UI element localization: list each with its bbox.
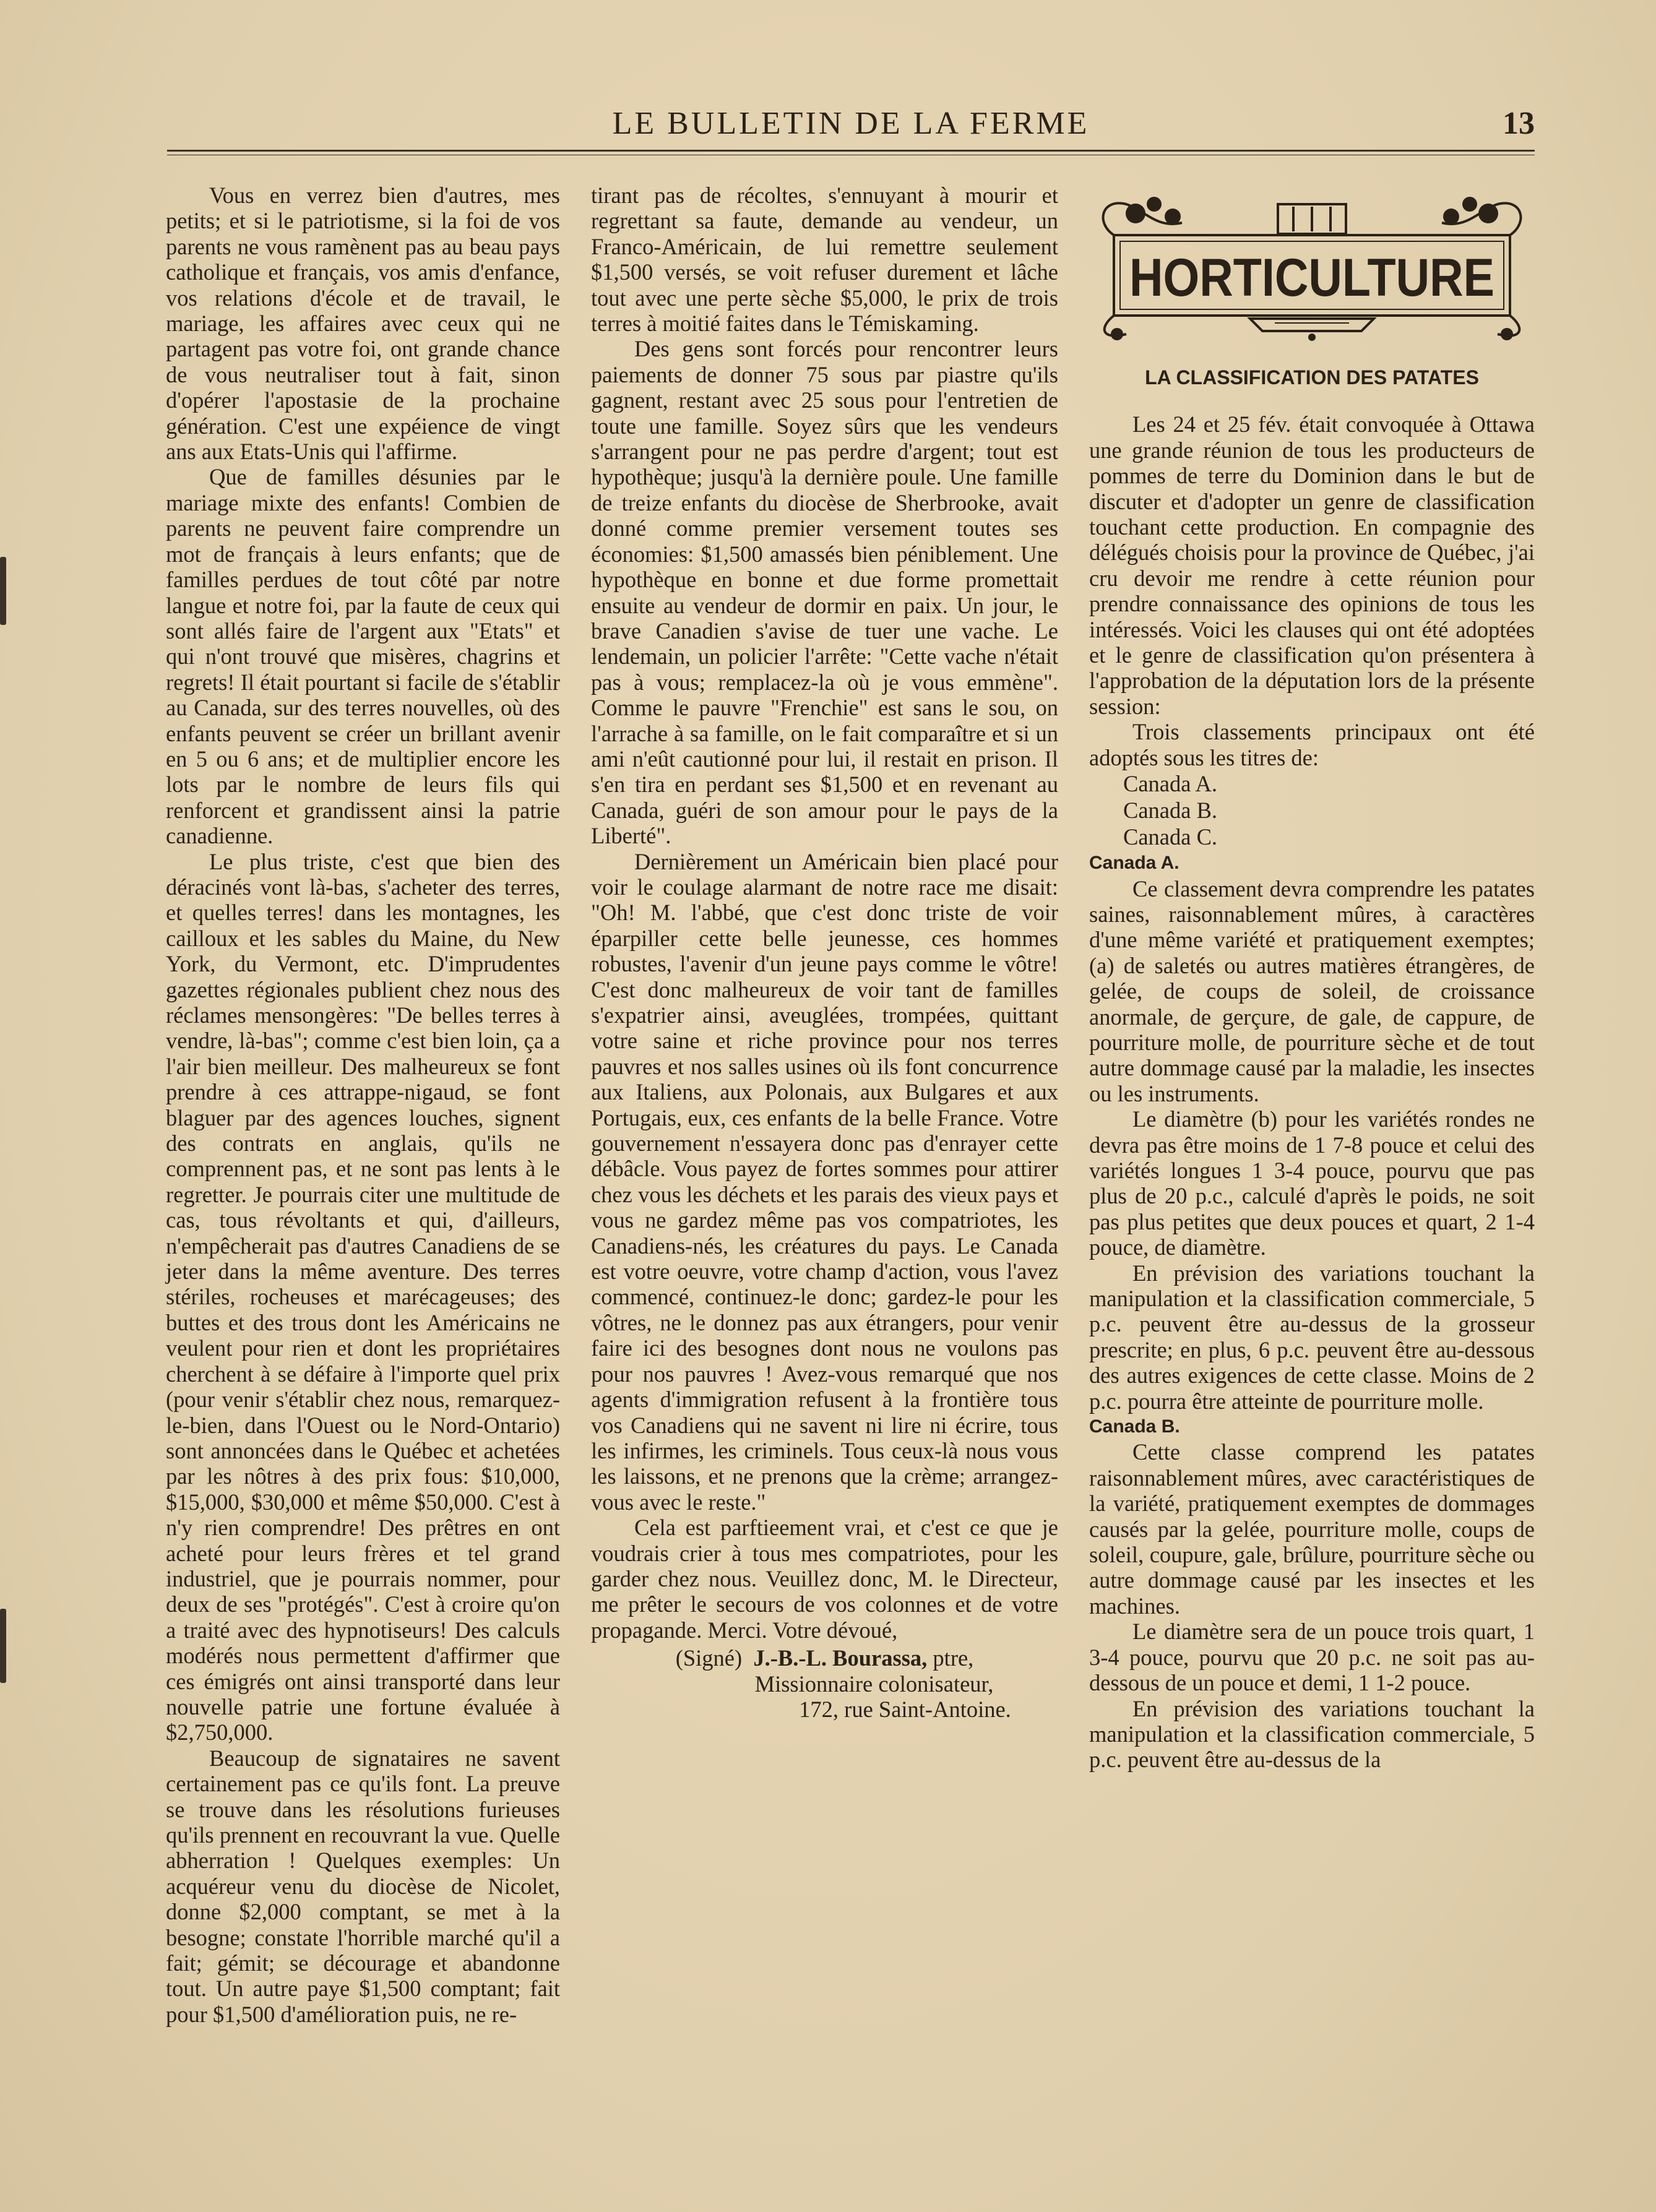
- paragraph: Ce classement devra comprendre les patates saines, raisonnablement mûres, à caractères d'une même variété et pratiquement exemptes; (a) de saletés ou autres matières étrangères, de gelée, de coups de soleil, de croissance anormale, de gerçure, de gale, de cappure, de pourriture molle, de pourriture sèche et de tout autre dommage causé par la maladie, les insectes ou les instruments.: [1089, 876, 1535, 1106]
- paragraph: En prévision des variations touchant la manipulation et la classification commerciale, 5 p.c. peuvent être au-dessus de la: [1089, 1695, 1535, 1773]
- signature-line: [591, 1645, 1058, 1671]
- class-list: [1123, 770, 1535, 850]
- page-header: [167, 105, 1535, 148]
- paragraph: Le plus triste, c'est que bien des déracinés vont là-bas, s'acheter des terres, et quelles terres! dans les montagnes, les cailloux et les sables du Maine, du New York, du Vermont, etc. D'imprudentes gazettes régionales publient chez nous des réclames mensongères: "De belles terres à vendre, là-bas"; comme c'est bien loin, ça a l'air bien meilleur. Des malheureux se font prendre à ces attrappe-nigaud, se font blaguer par des agences louches, signent des contrats en anglais, qu'ils ne comprennent pas, et ne sont pas lents à le regretter. Je pourrais citer une multitude de cas, tous révoltants et qui, d'ailleurs, n'empêcherait pas d'autres Canadiens de se jeter dans la même aventure. Des terres stériles, rocheuses et marécageuses; des buttes et des trous dont les Américains ne veulent pour rien et dont les propriétaires cherchent à se défaire à l'importe quel prix (pour venir s'établir chez nous, remarquez-le-bien, dans l'Ouest ou le Nord-Ontario) sont annoncées dans le Québec et achetées par les nôtres à des prix fous: $10,000, $15,000, $30,000 et même $50,000. C'est à n'y rien comprendre! Des prêtres en ont acheté pour leurs frères et tel grand industriel, que je pourrais nommer, pour deux de ses "protégés". C'est à croire qu'on a traité avec des hypnotiseurs! Des calculs modérés nous permettent d'affirmer que ces émigrés ont ainsi transporté dans leur nouvelle patrie une fortune évaluée à $2,750,000.: [166, 848, 560, 1745]
- masthead: LE BULLETIN DE LA FERME: [612, 106, 1090, 141]
- subheading-canada-b: Canada B.: [1089, 1416, 1180, 1437]
- section-title: LA CLASSIFICATION DES PATATES: [1145, 366, 1479, 389]
- class-list-item: Canada A.: [1123, 771, 1218, 797]
- signature-prefix: (Signé): [675, 1645, 743, 1671]
- paragraph: Vous en verrez bien d'autres, mes petits; et si le patriotisme, si la foi de vos parents ne vous ramènent pas au beau pays catholique et français, vos amis d'enfance, vos relations d'école et de travail, le mariage, les affaires avec ceux qui ne partagent pas votre foi, ont grande chance de vous neutraliser tout à fait, sinon d'opérer l'apostasie de la prochaine génération. C'est une expéience de vingt ans aux Etats-Unis qui l'affirme.: [166, 183, 560, 465]
- paragraph: Que de familles désunies par le mariage mixte des enfants! Combien de parents ne peuvent faire comprendre un mot de français à leurs enfants; que de familles perdues de tout côté par notre langue et notre foi, par la faute de ceux qui sont allés faire de l'argent aux "Etats" et qui n'ont trouvé que misères, chagrins et regrets! Il était pourtant si facile de s'établir au Canada, sur des terres nouvelles, où des enfants peuvent se créer un brillant avenir en 5 ou 6 ans; et de multiplier encore les lots par le nombre de leurs fils qui renforcent et grandissent ainsi la patrie canadienne.: [166, 464, 560, 849]
- signature-address: 172, rue Saint-Antoine.: [799, 1696, 1011, 1722]
- paragraph: Cette classe comprend les patates raisonnablement mûres, avec caractéristiques de la variété, pratiquement exemptes de dommages causés par la gelée, pourriture molle, coups de soleil, coupure, gale, brûlure, pourriture sèche ou autre dommage causé par les insectes et les machines.: [1089, 1439, 1535, 1619]
- paragraph: Le diamètre (b) pour les variétés rondes ne devra pas être moins de 1 7-8 pouce et celui des variétés longues 1 3-4 pouce, pourvu que pas plus de 20 p.c., calculé d'après le poids, ne soit pas plus petites que deux pouces et quart, 2 1-4 pouce, de diamètre.: [1089, 1106, 1535, 1260]
- class-list-item: Canada C.: [1123, 824, 1218, 850]
- ornamental-banner-icon: [1089, 186, 1535, 353]
- page-edge-mark: [0, 557, 6, 625]
- paragraph: Cela est parftieement vrai, et c'est ce que je voudrais crier à tous mes compatriotes, pour les garder chez nous. Veuillez donc, M. le Directeur, me prêter le secours de vos colonnes et de votre propagande. Merci. Votre dévoué,: [591, 1515, 1058, 1643]
- paragraph: Les 24 et 25 fév. était convoquée à Ottawa une grande réunion de tous les producteurs de pommes de terre du Dominion dans le but de discuter et d'adopter un genre de classification touchant cette production. En compagnie des délégués choisis pour la province de Québec, j'ai cru devoir me rendre à cette réunion pour prendre connaissance des opinions de tous les intéressés. Voici les clauses qui ont été adoptées et le genre de classification qu'on présentera à l'approbation de la députation lors de la présente session:: [1089, 411, 1535, 719]
- signature-suffix: ptre,: [927, 1645, 974, 1671]
- paragraph: Trois classements principaux ont été adoptés sous les titres de:: [1089, 719, 1535, 770]
- header-rule: [167, 150, 1535, 152]
- paragraph: Dernièrement un Américain bien placé pour voir le coulage alarmant de notre race me disait: "Oh! M. l'abbé, que c'est donc triste de voir éparpiller cette belle jeunesse, ces hommes robustes, l'avenir d'un jeune pays comme le vôtre! C'est donc malheureux de voir tant de familles s'expatrier ainsi, aveuglées, trompées, quittant votre saine et riche province pour nos terres pauvres et nos salles usines où ils font concurrence aux Italiens, aux Polonais, aux Bulgares et aux Portugais, eux, ces enfants de la belle France. Votre gouvernement n'essayera donc pas d'enrayer cette débâcle. Vous payez de fortes sommes pour attirer chez vous les déchets et les parais des vieux pays et vous ne gardez même pas vos compatriotes, les Canadiens-nés, les créatures du pays. Le Canada est votre oeuvre, votre champ d'action, vous l'avez commencé, continuez-le donc; gardez-le pour les vôtres, ne le donnez pas aux étrangers, pour venir faire ici des besognes dont nous ne voulons pas pour nos pauvres ! Avez-vous remarqué que nos agents d'immigration refusent à la frontière tous vos Canadiens qui ne savent ni lire ni écrire, tous les infirmes, les criminels. Tous ceux-là nous vous les laissons, et ne prenons que la crème; arrangez-vous avec le reste.": [591, 848, 1058, 1515]
- signature-block: [591, 1645, 1058, 1722]
- paragraph: Des gens sont forcés pour rencontrer leurs paiements de donner 75 sous par piastre qu'ils gagnent, restant avec 25 sous pour l'entretien de toute une famille. Soyez sûrs que les vendeurs s'arrangent pour ne pas perdre d'argent; tout est hypothèque; jusqu'à la dernière poule. Une famille de treize enfants du diocèse de Sherbrooke, avait donné comme premier versement toutes ses économies: $1,500 amassés bien péniblement. Une hypothèque en bonne et due forme promettait ensuite au vendeur de dormir en paix. Un jour, le brave Canadien s'avise de tuer une vache. Le lendemain, un policier l'arrête: "Cette vache n'était pas à vous; remplacez-la où je vous emmène". Comme le pauvre "Frenchie" est sans le sou, on l'arrache à sa famille, on le fait comparaître et si un ami n'eût cautionné pour lui, il restait en prison. Il s'en tira en perdant ses $1,500 et en revenant au Canada, guéri de son amour pour le pays de la Liberté".: [591, 336, 1058, 849]
- paragraph: En prévision des variations touchant la manipulation et la classification commerciale, 5 p.c. peuvent être au-dessus de la grosseur prescrite; en plus, 6 p.c. peuvent être au-dessous des autres exigences de cette classe. Moins de 2 p.c. pourra être atteinte de pourriture molle.: [1089, 1260, 1535, 1414]
- paragraph: Le diamètre sera de un pouce trois quart, 1 3-4 pouce, pourvu que 20 p.c. ne soit pas au-dessous de un pouce et demi, 1 1-2 pouce.: [1089, 1619, 1535, 1696]
- paragraph: Beaucoup de signataires ne savent certainement pas ce qu'ils font. La preuve se trouve dans les résolutions furieuses qu'ils prennent en recouvrant la vue. Quelle abherration ! Quelques exemples: Un acquéreur venu du diocèse de Nicolet, donne $2,000 comptant, se met à la besogne; constate l'horrible marché qu'il a fait; gémit; se décourage et abandonne tout. Un autre paye $1,500 comptant; fait pour $1,500 d'amélioration puis, ne re-: [166, 1745, 560, 2027]
- page-number: 13: [1503, 106, 1535, 141]
- signature-title: Missionnaire colonisateur,: [754, 1671, 994, 1697]
- article-column-1: [166, 183, 560, 2027]
- article-column-2: [591, 183, 1058, 1722]
- horticulture-banner: [1089, 186, 1535, 353]
- banner-title: HORTICULTURE: [1129, 248, 1494, 308]
- page-edge-mark: [0, 1609, 6, 1683]
- subheading-canada-a: Canada A.: [1089, 853, 1179, 874]
- class-list-item: Canada B.: [1123, 798, 1218, 824]
- horticulture-column: [1089, 186, 1535, 1773]
- paragraph: tirant pas de récoltes, s'ennuyant à mourir et regrettant sa faute, demande au vendeur, un Franco-Américain, de lui remettre seulement $1,500 versés, se voit refuser durement et lâche tout avec une perte sèche $5,000, le prix de trois terres à moitié faites dans le Témiskaming.: [591, 183, 1058, 337]
- signature-name: J.-B.-L. Bourassa,: [753, 1645, 928, 1671]
